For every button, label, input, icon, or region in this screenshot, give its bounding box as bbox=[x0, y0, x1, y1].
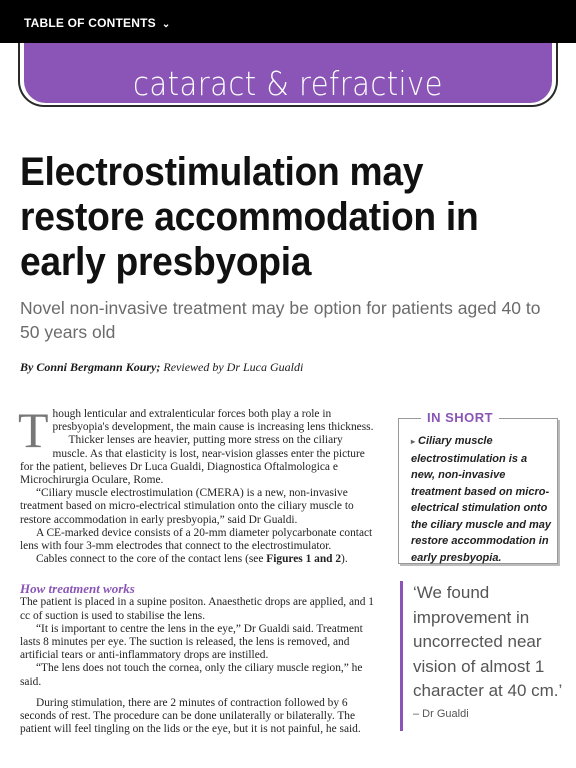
in-short-text bbox=[411, 433, 551, 566]
pull-quote bbox=[400, 581, 565, 731]
table-of-contents-label: TABLE OF CONTENTS bbox=[24, 16, 156, 30]
article-body bbox=[18, 402, 374, 736]
pull-quote-attribution: – Dr Gualdi bbox=[413, 707, 469, 720]
table-of-contents-button[interactable] bbox=[24, 16, 170, 30]
top-navigation-bar bbox=[0, 0, 576, 43]
paragraph-2: Thicker lenses are heavier, putting more stress on the ciliary muscle. As that elasticity is lost, near-vision glasses enter the picture for the patient, believes Dr Luca Gualdi, Diagnostica Oftalmologica e Microchirurgia Oculare, Rome. bbox=[20, 434, 365, 487]
paragraph-5-text: Cables connect to the core of the contact lens (see bbox=[36, 553, 267, 566]
section-banner-frame bbox=[18, 43, 558, 107]
in-short-box bbox=[398, 410, 558, 564]
paragraph-8: “The lens does not touch the cornea, only the ciliary muscle region,” he said. bbox=[20, 662, 363, 688]
triangle-bullet-icon: ▸ bbox=[411, 437, 416, 446]
paragraph-9: During stimulation, there are 2 minutes of contraction followed by 6 seconds of rest. The procedure can be done unilaterally or bilaterally. The patient will feel tingling on the lids or the eye, but it is not painful, he said. bbox=[20, 696, 361, 736]
figures-reference[interactable]: Figures 1 and 2 bbox=[266, 553, 342, 566]
article-headline: Electrostimulation may restore accommodation in early presbyopia bbox=[20, 150, 479, 284]
section-heading: How treatment works bbox=[20, 581, 135, 597]
paragraph-5 bbox=[20, 553, 374, 566]
section-title: cataract & refractive bbox=[133, 64, 443, 103]
article-byline bbox=[20, 360, 303, 375]
in-short-title: IN SHORT bbox=[421, 410, 499, 425]
paragraph-7: “It is important to centre the lens in the eye,” Dr Gualdi said. Treatment lasts 8 minutes per eye. The suction is released, the lens is removed, and artificial tears or anti-inflammatory drops are instilled. bbox=[20, 622, 363, 662]
byline-author: By Conni Bergmann Koury; bbox=[20, 360, 161, 374]
paragraph-3: “Ciliary muscle electrostimulation (CMERA) is a new, non-invasive treatment based on micro-electrical stimulation onto the ciliary muscle to restore accommodation in early presbyopia,” said Dr Gualdi. bbox=[20, 487, 354, 526]
paragraph-1-text: hough lenticular and extralenticular forces both play a role in presbyopia's development, the main cause is increasing lens thickness. bbox=[52, 408, 374, 434]
pull-quote-text: ‘We found improvement in uncorrected near vision of almost 1 character at 40 cm.’ bbox=[413, 583, 563, 700]
paragraph-4: A CE-marked device consists of a 20-mm diameter polycarbonate contact lens with four 3-mm electrodes that connect to the electrostimulator. bbox=[20, 526, 373, 553]
paragraph-6: The patient is placed in a supine positon. Anaesthetic drops are applied, and 1 cc of suction is used to stabilise the lens. bbox=[20, 596, 374, 622]
section-banner bbox=[24, 43, 552, 103]
drop-cap: T bbox=[18, 402, 49, 458]
article-standfirst: Novel non-invasive treatment may be option for patients aged 40 to 50 years old bbox=[20, 298, 541, 342]
byline-reviewer: Reviewed by Dr Luca Gualdi bbox=[163, 360, 304, 374]
in-short-body: Ciliary muscle electrostimulation is a new, non-invasive treatment based on micro-electrical stimulation onto the ciliary muscle and may restore accommodation in early presbyopia. bbox=[411, 435, 552, 564]
paragraph-1 bbox=[18, 402, 374, 458]
paragraph-5-end: ). bbox=[341, 553, 348, 566]
chevron-down-icon: ⌄ bbox=[161, 18, 171, 30]
